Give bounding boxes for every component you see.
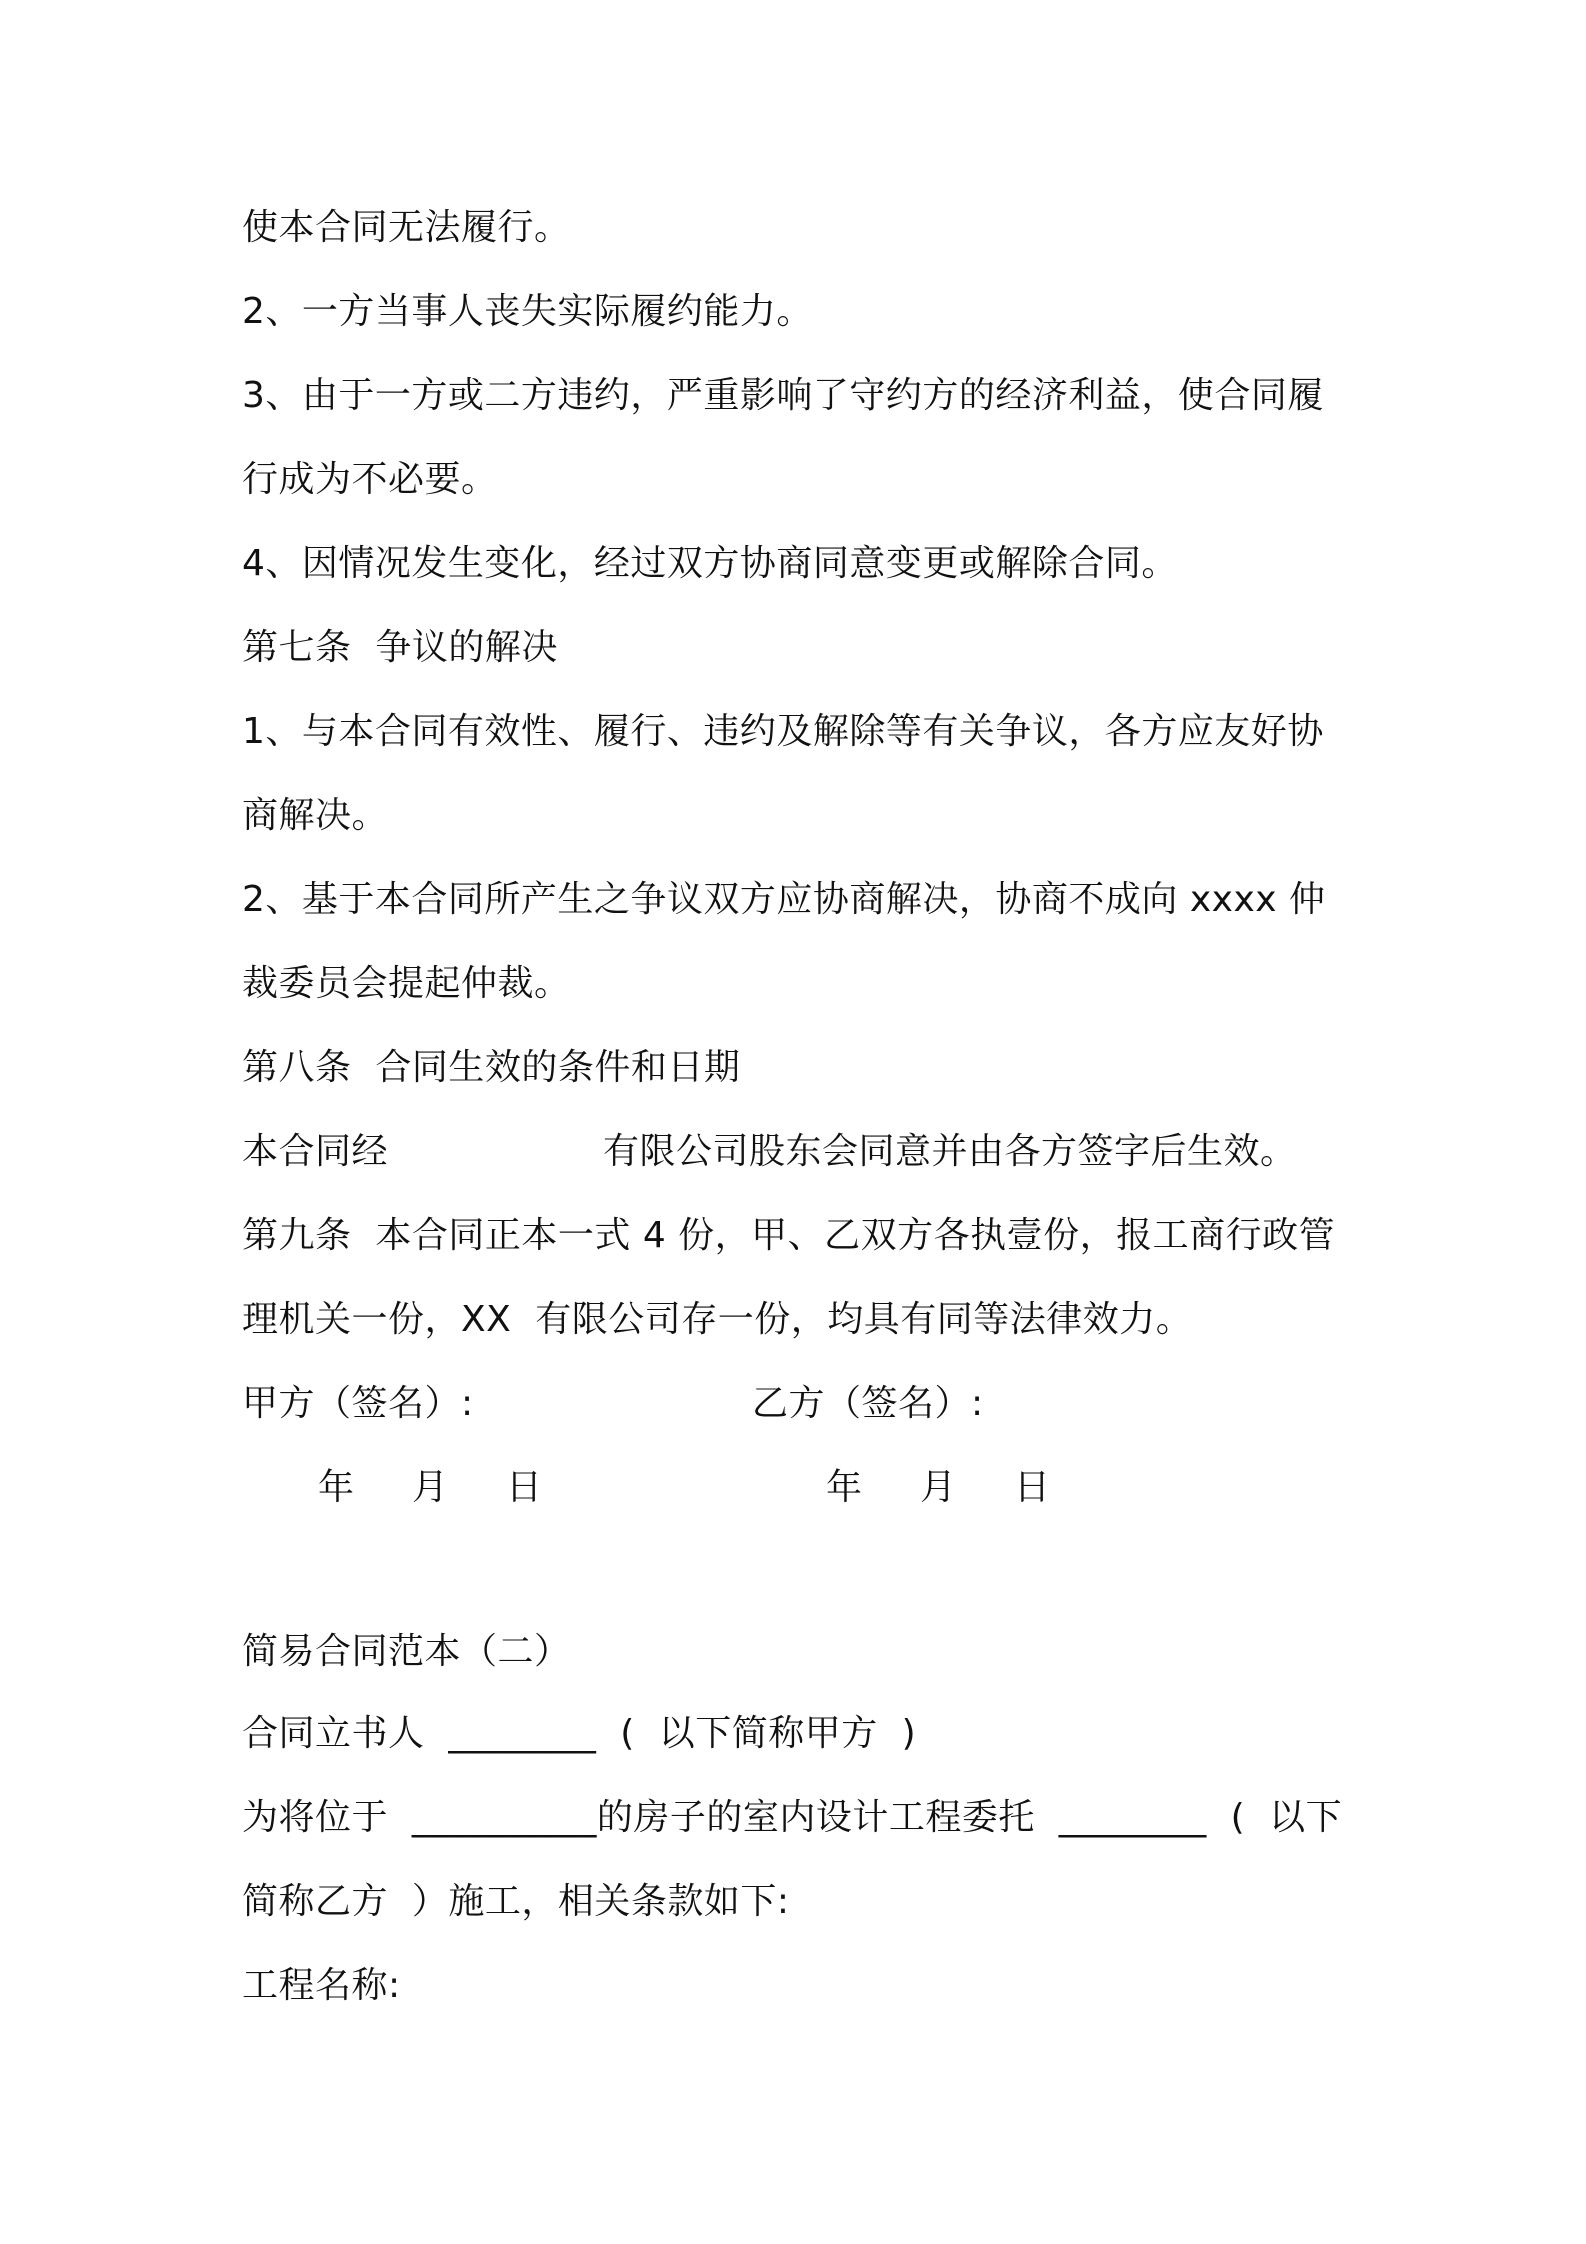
paragraph-line: 简称乙方 ）施工，相关条款如下: bbox=[242, 1881, 790, 1922]
paragraph-line: 4、因情况发生变化，经过双方协商同意变更或解除合同。 bbox=[242, 543, 1178, 584]
section-title: 简易合同范本（二） bbox=[242, 1631, 571, 1672]
paragraph-line: 3、由于一方或二方违约，严重影响了守约方的经济利益，使合同履 bbox=[242, 375, 1324, 416]
paragraph-line: 使本合同无法履行。 bbox=[242, 207, 571, 248]
party-a-signature-label: 甲方（签名）: bbox=[242, 1383, 474, 1424]
article-heading: 第七条 争议的解决 bbox=[242, 627, 558, 668]
paragraph-line: 裁委员会提起仲裁。 bbox=[242, 963, 571, 1004]
party-a-month-label: 月 bbox=[412, 1467, 449, 1508]
paragraph-line: 为将位于 __________的房子的室内设计工程委托 ________ ( 以下 bbox=[242, 1797, 1343, 1838]
paragraph-line: 本合同经 有限公司股东会同意并由各方签字后生效。 bbox=[242, 1131, 1297, 1172]
paragraph-line: 1、与本合同有效性、履行、违约及解除等有关争议，各方应友好协 bbox=[242, 711, 1324, 752]
article-heading: 第八条 合同生效的条件和日期 bbox=[242, 1047, 741, 1088]
paragraph-line: 商解决。 bbox=[242, 795, 389, 836]
party-b-year-label: 年 bbox=[826, 1467, 863, 1508]
party-b-month-label: 月 bbox=[920, 1467, 957, 1508]
party-b-day-label: 日 bbox=[1014, 1467, 1051, 1508]
paragraph-line: 2、基于本合同所产生之争议双方应协商解决，协商不成向 xxxx 仲 bbox=[242, 879, 1326, 920]
party-a-day-label: 日 bbox=[506, 1467, 543, 1508]
paragraph-line: 2、一方当事人丧失实际履约能力。 bbox=[242, 291, 813, 332]
paragraph-line: 理机关一份，XX 有限公司存一份，均具有同等法律效力。 bbox=[242, 1299, 1193, 1340]
party-b-signature-label: 乙方（签名）: bbox=[752, 1383, 984, 1424]
paragraph-line: 行成为不必要。 bbox=[242, 459, 498, 500]
paragraph-line: 合同立书人 ________ ( 以下简称甲方 ) bbox=[242, 1713, 917, 1754]
party-a-year-label: 年 bbox=[318, 1467, 355, 1508]
paragraph-line: 工程名称: bbox=[242, 1965, 401, 2006]
paragraph-line: 第九条 本合同正本一式 4 份，甲、乙双方各执壹份，报工商行政管 bbox=[242, 1215, 1336, 1256]
